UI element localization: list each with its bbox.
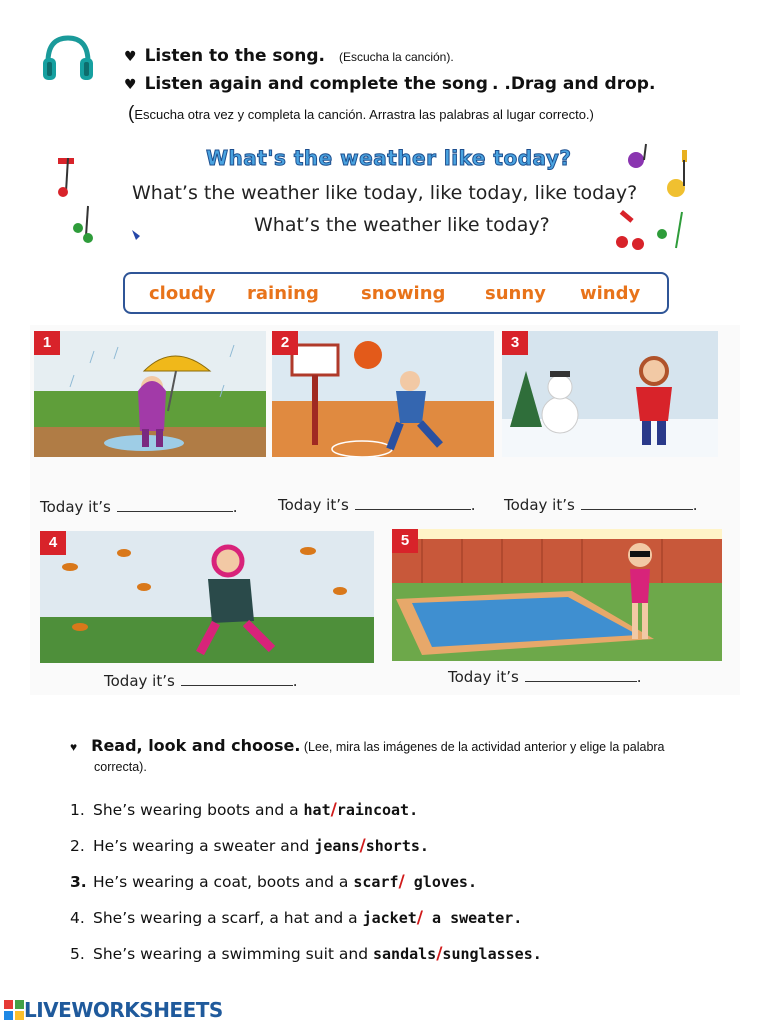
option-shorts[interactable]: shorts xyxy=(365,837,420,855)
drop-blank-4[interactable] xyxy=(181,674,293,686)
option-separator: / xyxy=(436,944,443,964)
drop-blank-2[interactable] xyxy=(355,498,471,510)
picture-number-5: 5 xyxy=(392,529,418,553)
heart-bullet-icon: ♥ xyxy=(124,49,137,65)
scene-snow xyxy=(502,331,718,457)
instruction-complete-translation xyxy=(128,103,594,125)
question-number: 2. xyxy=(70,837,85,855)
option-separator: / xyxy=(330,800,337,820)
option-separator: / xyxy=(359,836,366,856)
picture-caption-5 xyxy=(448,668,642,686)
option-jacket[interactable]: jacket xyxy=(362,909,417,927)
option-separator: / xyxy=(398,872,405,892)
read-look-choose-instruction xyxy=(70,736,730,777)
question-number: 3. xyxy=(70,873,87,891)
instruction-complete xyxy=(124,74,655,94)
translation-paren: ( xyxy=(128,103,135,124)
question-item xyxy=(70,872,730,908)
heart-bullet-icon: ♥ xyxy=(124,77,137,93)
picture-caption-1 xyxy=(40,498,238,516)
caption-text: Today it’s xyxy=(278,496,349,514)
question-end: . xyxy=(409,801,419,819)
question-number: 5. xyxy=(70,945,85,963)
option-raincoat[interactable]: raincoat xyxy=(336,801,410,819)
song-title: What's the weather like today? xyxy=(206,146,572,170)
picture-number-3: 3 xyxy=(502,331,528,355)
snow-scene-image xyxy=(502,331,718,457)
question-number: 4. xyxy=(70,909,85,927)
draggable-word-cloudy[interactable]: cloudy xyxy=(149,283,216,304)
drop-blank-5[interactable] xyxy=(525,670,637,682)
picture-number-4: 4 xyxy=(40,531,66,555)
caption-end: . xyxy=(636,668,642,686)
question-item xyxy=(70,908,730,944)
question-text: She’s wearing boots and a xyxy=(93,801,304,819)
liveworksheets-logo[interactable] xyxy=(4,998,223,1022)
caption-text: Today it’s xyxy=(104,672,175,690)
caption-text: Today it’s xyxy=(448,668,519,686)
draggable-word-snowing[interactable]: snowing xyxy=(361,283,446,304)
option-jeans[interactable]: jeans xyxy=(314,837,360,855)
scene-pool xyxy=(392,529,722,661)
instruction-separator: . . xyxy=(491,74,511,94)
question-end: . xyxy=(532,945,542,963)
option-sunglasses[interactable]: sunglasses xyxy=(442,945,533,963)
question-text: He’s wearing a sweater and xyxy=(93,837,315,855)
caption-text: Today it’s xyxy=(40,498,111,516)
weather-pictures-panel xyxy=(30,325,740,695)
translation-text: Escucha otra vez y completa la canción. Arrastra las palabras al lugar correcto.) xyxy=(134,107,594,122)
scene-rain xyxy=(34,331,266,457)
liveworksheets-logo-icon xyxy=(4,1000,24,1020)
basketball-scene-image xyxy=(272,331,494,457)
headphones-icon xyxy=(40,32,96,82)
draggable-word-windy[interactable]: windy xyxy=(580,283,641,304)
rlc-translation: (Lee, mira las imágenes de la actividad anterior y elige la palabra xyxy=(303,740,665,754)
question-text: He’s wearing a coat, boots and a xyxy=(93,873,354,891)
draggable-word-raining[interactable]: raining xyxy=(247,283,319,304)
caption-end: . xyxy=(692,496,698,514)
instruction-dot: . xyxy=(648,74,656,94)
picture-number-1: 1 xyxy=(34,331,60,355)
picture-caption-4 xyxy=(104,672,298,690)
heart-bullet-icon: ♥ xyxy=(70,740,78,754)
scene-wind xyxy=(40,531,374,663)
question-end: . xyxy=(467,873,477,891)
question-item xyxy=(70,836,730,872)
question-list xyxy=(70,800,730,980)
question-item xyxy=(70,944,730,980)
question-end: . xyxy=(419,837,429,855)
scene-basketball xyxy=(272,331,494,457)
option-hat[interactable]: hat xyxy=(303,801,331,819)
wind-scene-image xyxy=(40,531,374,663)
draggable-word-sunny[interactable]: sunny xyxy=(485,283,546,304)
caption-end: . xyxy=(470,496,476,514)
logo-text: LIVEWORKSHEETS xyxy=(24,998,223,1022)
song-lyric-line-2: What’s the weather like today? xyxy=(254,214,550,236)
instruction-listen-text: Listen to the song xyxy=(144,46,319,66)
option-scarf[interactable]: scarf xyxy=(353,873,399,891)
option-sandals[interactable]: sandals xyxy=(372,945,437,963)
question-number: 1. xyxy=(70,801,85,819)
picture-caption-3 xyxy=(504,496,698,514)
picture-caption-2 xyxy=(278,496,476,514)
rlc-translation-cont: correcta). xyxy=(94,760,147,774)
rlc-dot: . xyxy=(294,736,301,755)
option-gloves[interactable]: gloves xyxy=(404,873,468,891)
question-text: She’s wearing a swimming suit and xyxy=(93,945,373,963)
drop-blank-3[interactable] xyxy=(581,498,693,510)
instruction-listen xyxy=(124,46,454,66)
instruction-listen-translation: (Escucha la canción). xyxy=(338,50,454,64)
instruction-dot: . xyxy=(318,46,325,66)
song-lyric-line-1: What’s the weather like today, like today, like today? xyxy=(132,182,638,204)
rain-scene-image xyxy=(34,331,266,457)
question-end: . xyxy=(513,909,523,927)
caption-text: Today it’s xyxy=(504,496,575,514)
word-bank xyxy=(123,272,669,314)
music-note-icon xyxy=(58,158,140,243)
question-item xyxy=(70,800,730,836)
song-banner xyxy=(56,140,704,252)
option-separator: / xyxy=(416,908,423,928)
question-text: She’s wearing a scarf, a hat and a xyxy=(93,909,363,927)
pool-scene-image xyxy=(392,529,722,661)
instruction-complete-text: Listen again and complete the song xyxy=(144,74,488,94)
option-a-sweater[interactable]: a sweater xyxy=(422,909,514,927)
instruction-drag-drop: Drag and drop xyxy=(510,74,649,94)
picture-number-2: 2 xyxy=(272,331,298,355)
rlc-main-text: Read, look and choose xyxy=(91,736,295,755)
caption-end: . xyxy=(292,672,298,690)
drop-blank-1[interactable] xyxy=(117,500,233,512)
caption-end: . xyxy=(232,498,238,516)
